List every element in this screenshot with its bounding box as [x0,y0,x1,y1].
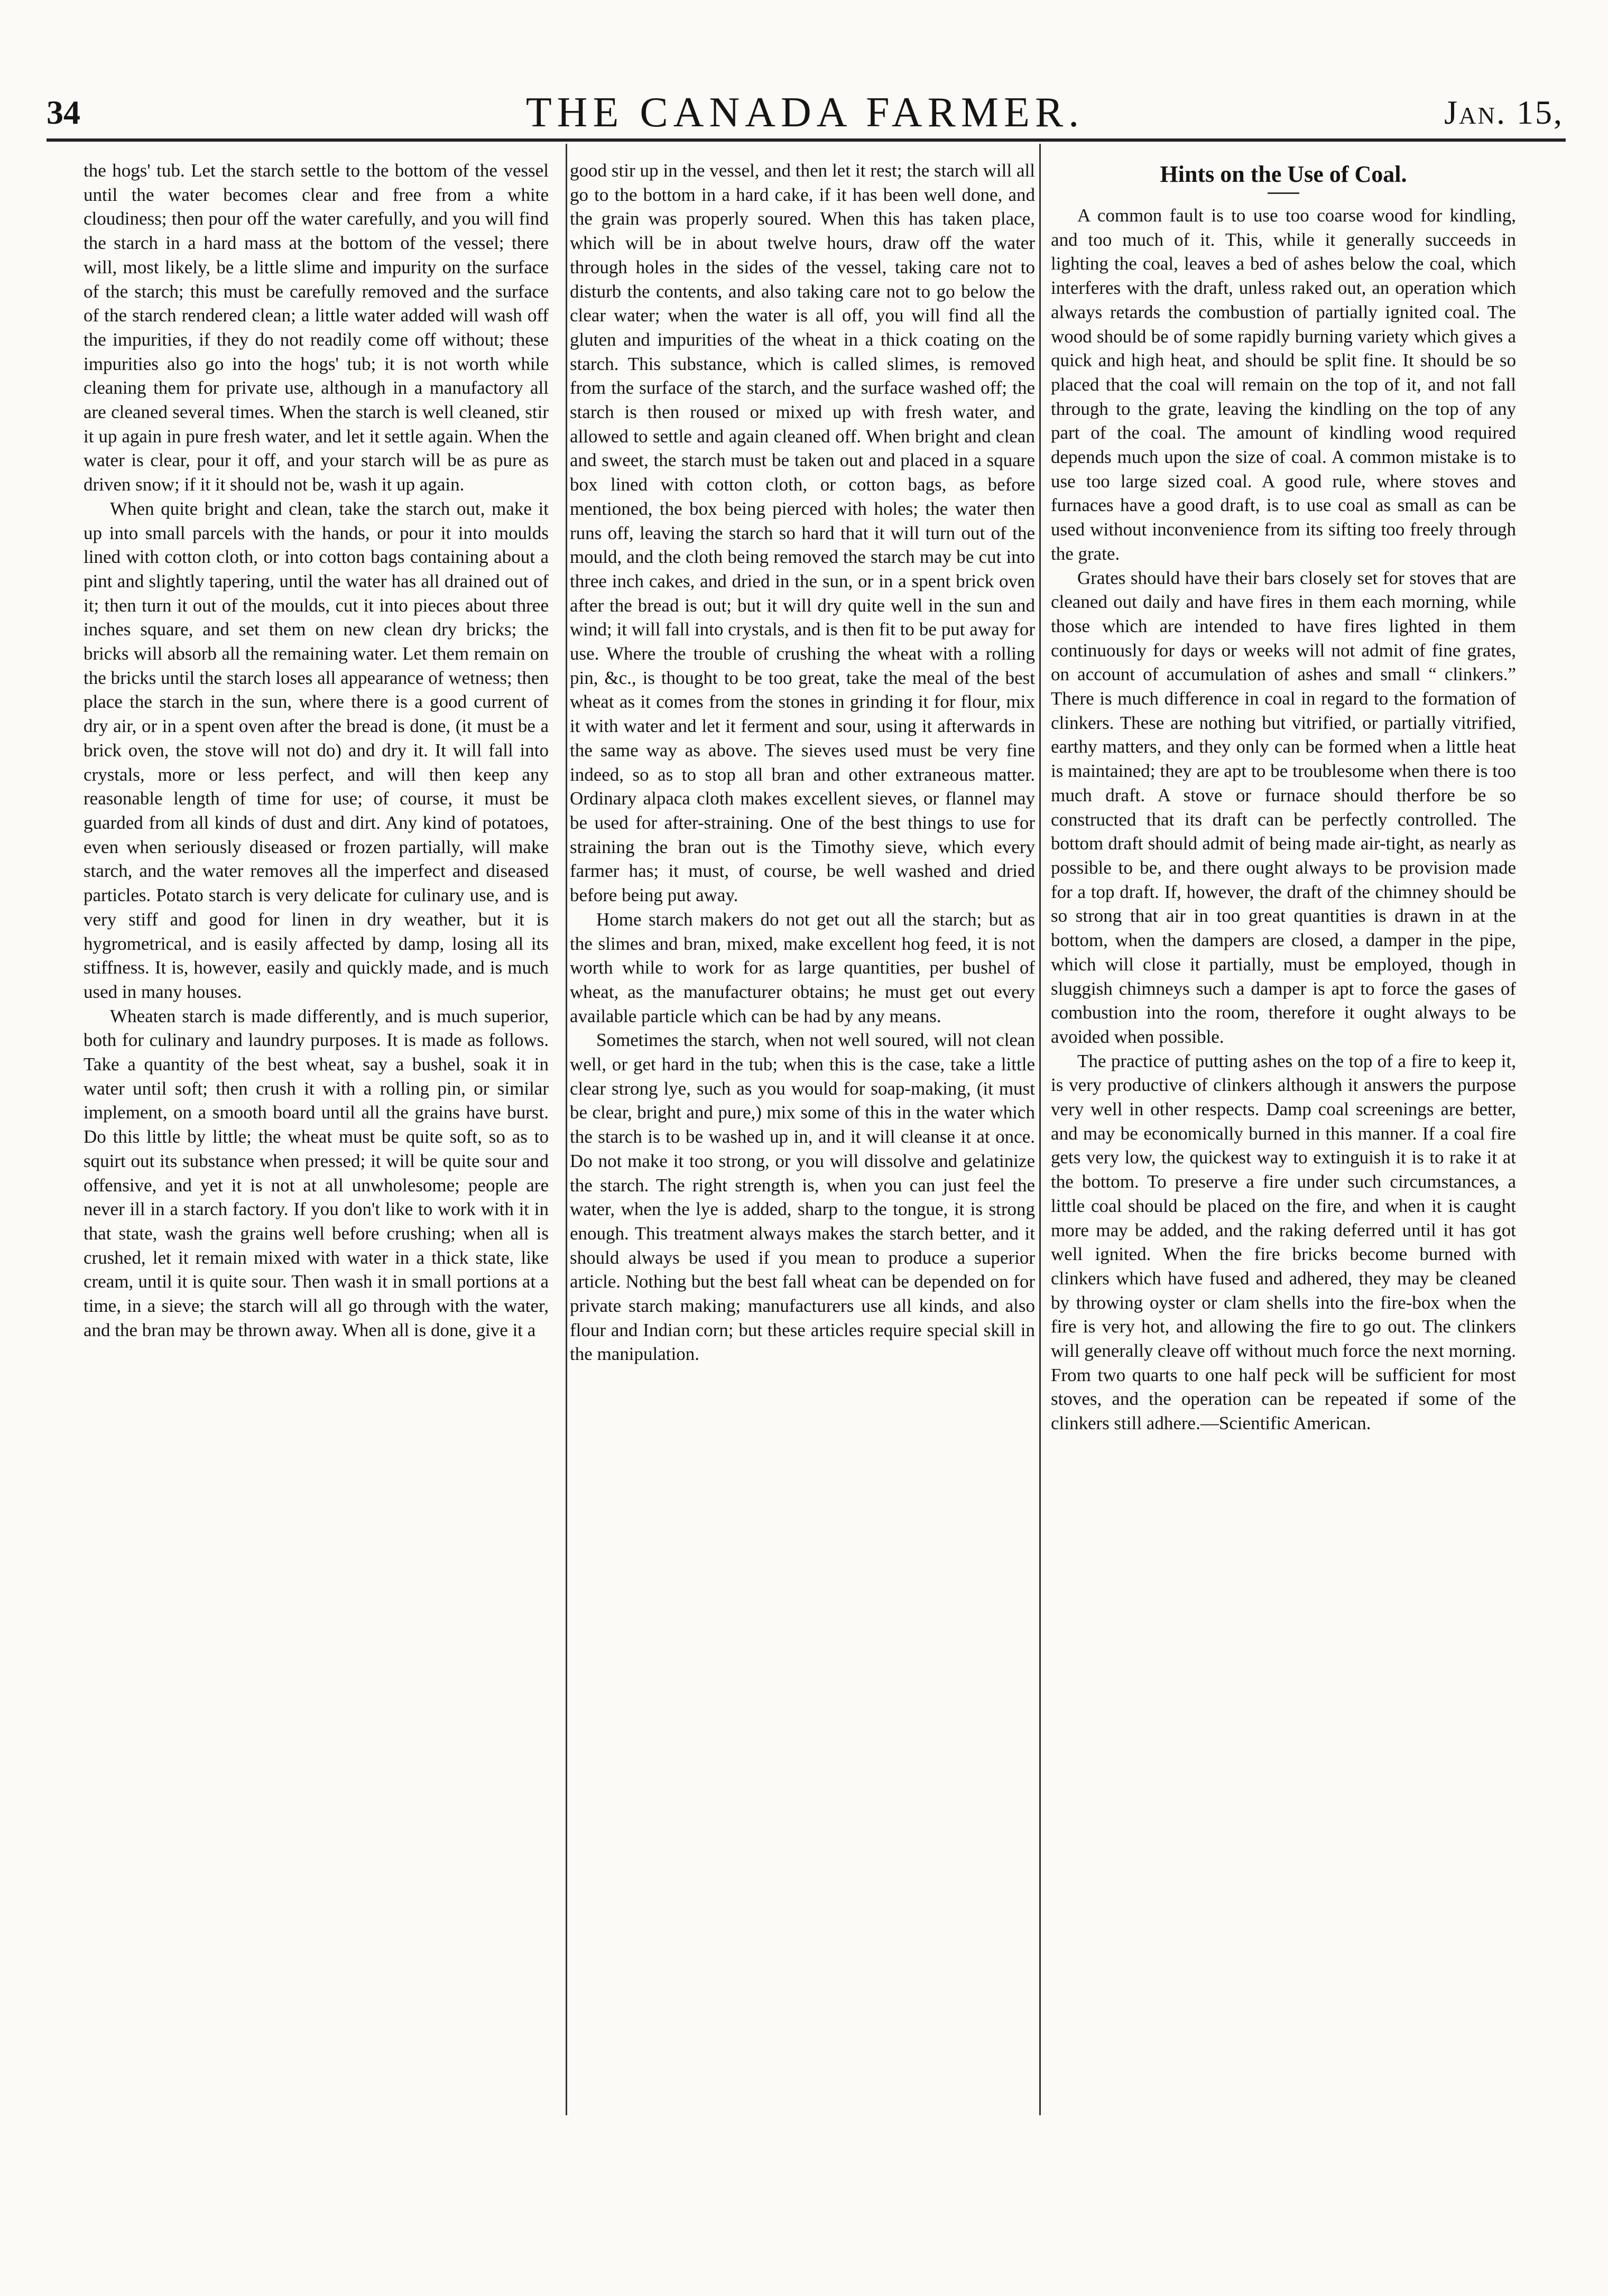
article-paragraph: good stir up in the vessel, and then let it rest; the starch will all go to the bottom in a hard cake, if it has been well done, and the grain was properly soured. When this has taken place, which will be in about twelve hours, draw off the water through holes in the sides of the vessel, taking care not to disturb the contents, and also taking care not to go below the clear water; when the water is all off, you will find all the gluten and impurities of the wheat in a thick coating on the starch. This substance, which is called slimes, is removed from the surface of the starch, and the surface washed off; the starch is then roused or mixed up with fresh water, and allowed to settle and again cleaned off. When bright and clean and sweet, the starch must be taken out and placed in a square box lined with cotton cloth, or cotton bags, as before mentioned, the box being pierced with holes; the water then runs off, leaving the starch so hard that it will turn out of the mould, and the cloth being removed the starch may be cut into three inch cakes, and dried in the sun, or in a spent brick oven after the bread is out; but it will dry quite well in the sun and wind; it will fall into crystals, and is then fit to be put away for use. Where the trouble of crushing the wheat with a rolling pin, &c., is thought to be too great, take the meal of the best wheat as it comes from the stones in grinding it for flour, mix it with water and let it ferment and sour, using it afterwards in the same way as above. The sieves used must be very fine indeed, so as to stop all bran and other extraneous matter. Ordinary alpaca cloth makes excellent sieves, or flannel may be used for after-straining. One of the best things to use for straining the bran out is the Timothy sieve, which every farmer has; it must, of course, be well washed and dried before being put away. [570,160,1035,906]
column-divider [566,144,567,2115]
article-paragraph: When quite bright and clean, take the starch out, make it up into small parcels with the hands, or pour it into moulds lined with cotton cloth, or into cotton bags containing about a pint and slightly tapering, until the water has all drained out of it; then turn it out of the moulds, cut it into pieces about three inches square, and set them on new clean dry bricks; the bricks will absorb all the remaining water. Let them remain on the bricks until the starch loses all appearance of wetness; then place the starch in the sun, where there is a good current of dry air, or in a spent oven after the bread is done, (it must be a brick oven, the stove will not do) and dry it. It will fall into crystals, more or less perfect, and will then keep any reasonable length of time for use; of course, it must be guarded from all kinds of dust and dirt. Any kind of potatoes, even when seriously diseased or frozen partially, will make starch, and the water removes all the imperfect and diseased particles. Potato starch is very delicate for culinary use, and is very stiff and good for linen in dry weather, but it is hygrometrical, and is easily affected by damp, losing all its stiffness. It is, however, easily and quickly made, and is much used in many houses. [84,498,549,1002]
article-paragraph: A common fault is to use too coarse wood for kindling, and too much of it. This, while it generally succeeds in lighting the coal, leaves a bed of ashes below the coal, which interferes with the draft, unless raked out, an operation which always retards the combustion of partially ignited coal. The wood should be of some rapidly burning variety which gives a quick and high heat, and should be split fine. It should be so placed that the coal will remain on the top of it, and not fall through to the grate, leaving the kindling on the top of any part of the coal. The amount of kindling wood required depends much upon the size of coal. A common mistake is to use too large sized coal. A good rule, where stoves and furnaces have a good draft, is to use coal as small as can be used without inconvenience from its sifting too freely through the grate. [1051,205,1516,564]
page-header [47,89,1564,136]
heading-rule [1268,192,1299,194]
article-paragraph: Home starch makers do not get out all the starch; but as the slimes and bran, mixed, make excellent hog feed, it is not worth while to work for as large quantities, per bushel of wheat, as the manufacturer obtains; he must get out every available particle which can be had by any means. [570,909,1035,1026]
column-right [1051,159,1516,2114]
page-number: 34 [47,94,80,131]
article-paragraph: Sometimes the starch, when not well soured, will not clean well, or get hard in the tub; when this is the case, take a little clear strong lye, such as you would for soap-making, (it must be clear, bright and pure,) mix some of this in the water which the starch is to be washed up in, and it will cleanse it at once. Do not make it too strong, or you will dissolve and gelatinize the starch. The right strength is, when you can just feel the water, when the lye is added, sharp to the tongue, it is strong enough. This treatment always makes the starch better, and it should always be used if you mean to produce a superior article. Nothing but the best fall wheat can be depended on for private starch making; manufacturers use all kinds, and also flour and Indian corn; but these articles require special skill in the manipulation. [570,1030,1035,1365]
header-rule-thin [47,141,1566,142]
issue-date: Jan. 15, [1444,94,1564,131]
article-paragraph: The practice of putting ashes on the top of a fire to keep it, is very productive of clinkers although it answers the purpose very well in other respects. Damp coal screenings are better, and may be economically burned in this manner. If a coal fire gets very low, the quickest way to extinguish it is to rake it at the bottom. To preserve a fire under such circumstances, a little coal should be placed on the fire, and when it is caught more may be added, and the raking deferred until it has got well ignited. When the fire bricks become burned with clinkers which have fused and adhered, they may be cleaned by throwing oyster or clam shells into the fire-box when the fire is very hot, and allowing the fire to go out. The clinkers will generally cleave off without much force the next morning. From two quarts to one half peck will be sufficient for most stoves, and the operation can be repeated if some of the clinkers still adhere.—Scientific American. [1051,1050,1516,1434]
column-middle [570,159,1035,2114]
column-left [84,159,549,2114]
article-paragraph: Grates should have their bars closely set for stoves that are cleaned out daily and have fires in them each morning, while those which are intended to have fires lighted in them continuously for days or weeks will not admit of fine grates, on account of accumulation of ashes and small “ clinkers.” There is much difference in coal in regard to the formation of clinkers. These are nothing but vitrified, or partially vitrified, earthy matters, and they only can be formed when a little heat is maintained; they are apt to be troublesome when there is too much draft. A stove or furnace should therfore be so constructed that its draft can be perfectly controlled. The bottom draft should admit of being made air-tight, as nearly as possible to be, and there ought always to be provision made for a top draft. If, however, the draft of the chimney should be so strong that air in too great quantities is drawn in at the bottom, when the dampers are closed, a damper in the pipe, which will close it partially, must be employed, though in sluggish chimneys such a damper is apt to force the gases of combustion into the room, therefore it ought always to be avoided when possible. [1051,567,1516,1047]
article-heading: Hints on the Use of Coal. [1160,161,1407,187]
article-paragraph: Wheaten starch is made differently, and is much superior, both for culinary and laundry purposes. It is made as follows. Take a quantity of the best wheat, say a bushel, soak it in water until soft; then crush it with a rolling pin, or similar implement, on a smooth board until all the grains have burst. Do this little by little; the wheat must be quite soft, so as to squirt out its substance when pressed; it will be quite sour and offensive, and yet it is not at all unwholesome; people are never ill in a starch factory. If you don't like to work with it in that state, wash the grains well before crushing; when all is crushed, let it remain mixed with water in a thick state, like cream, until it is quite sour. Then wash it in small portions at a time, in a sieve; the starch will all go through with the water, and the bran may be thrown away. When all is done, give it a [84,1005,549,1340]
article-paragraph: the hogs' tub. Let the starch settle to the bottom of the vessel until the water becomes clear and free from a white cloudiness; then pour off the water carefully, and you will find the starch in a hard mass at the bottom of the vessel; there will, most likely, be a little slime and impurity on the surface of the starch; this must be carefully removed and the surface of the starch rendered clean; a little water added will wash off the impurities, if they do not readily come off without; these impurities also go into the hogs' tub; it is not worth while cleaning them for private use, although in a manufactory all are cleaned several times. When the starch is well cleaned, stir it up again in pure fresh water, and let it settle again. When the water is clear, pour it off, and your starch will be as pure as driven snow; if it it should not be, wash it up again. [84,160,549,495]
newspaper-title: THE CANADA FARMER. [525,89,1085,136]
column-divider [1039,144,1041,2115]
